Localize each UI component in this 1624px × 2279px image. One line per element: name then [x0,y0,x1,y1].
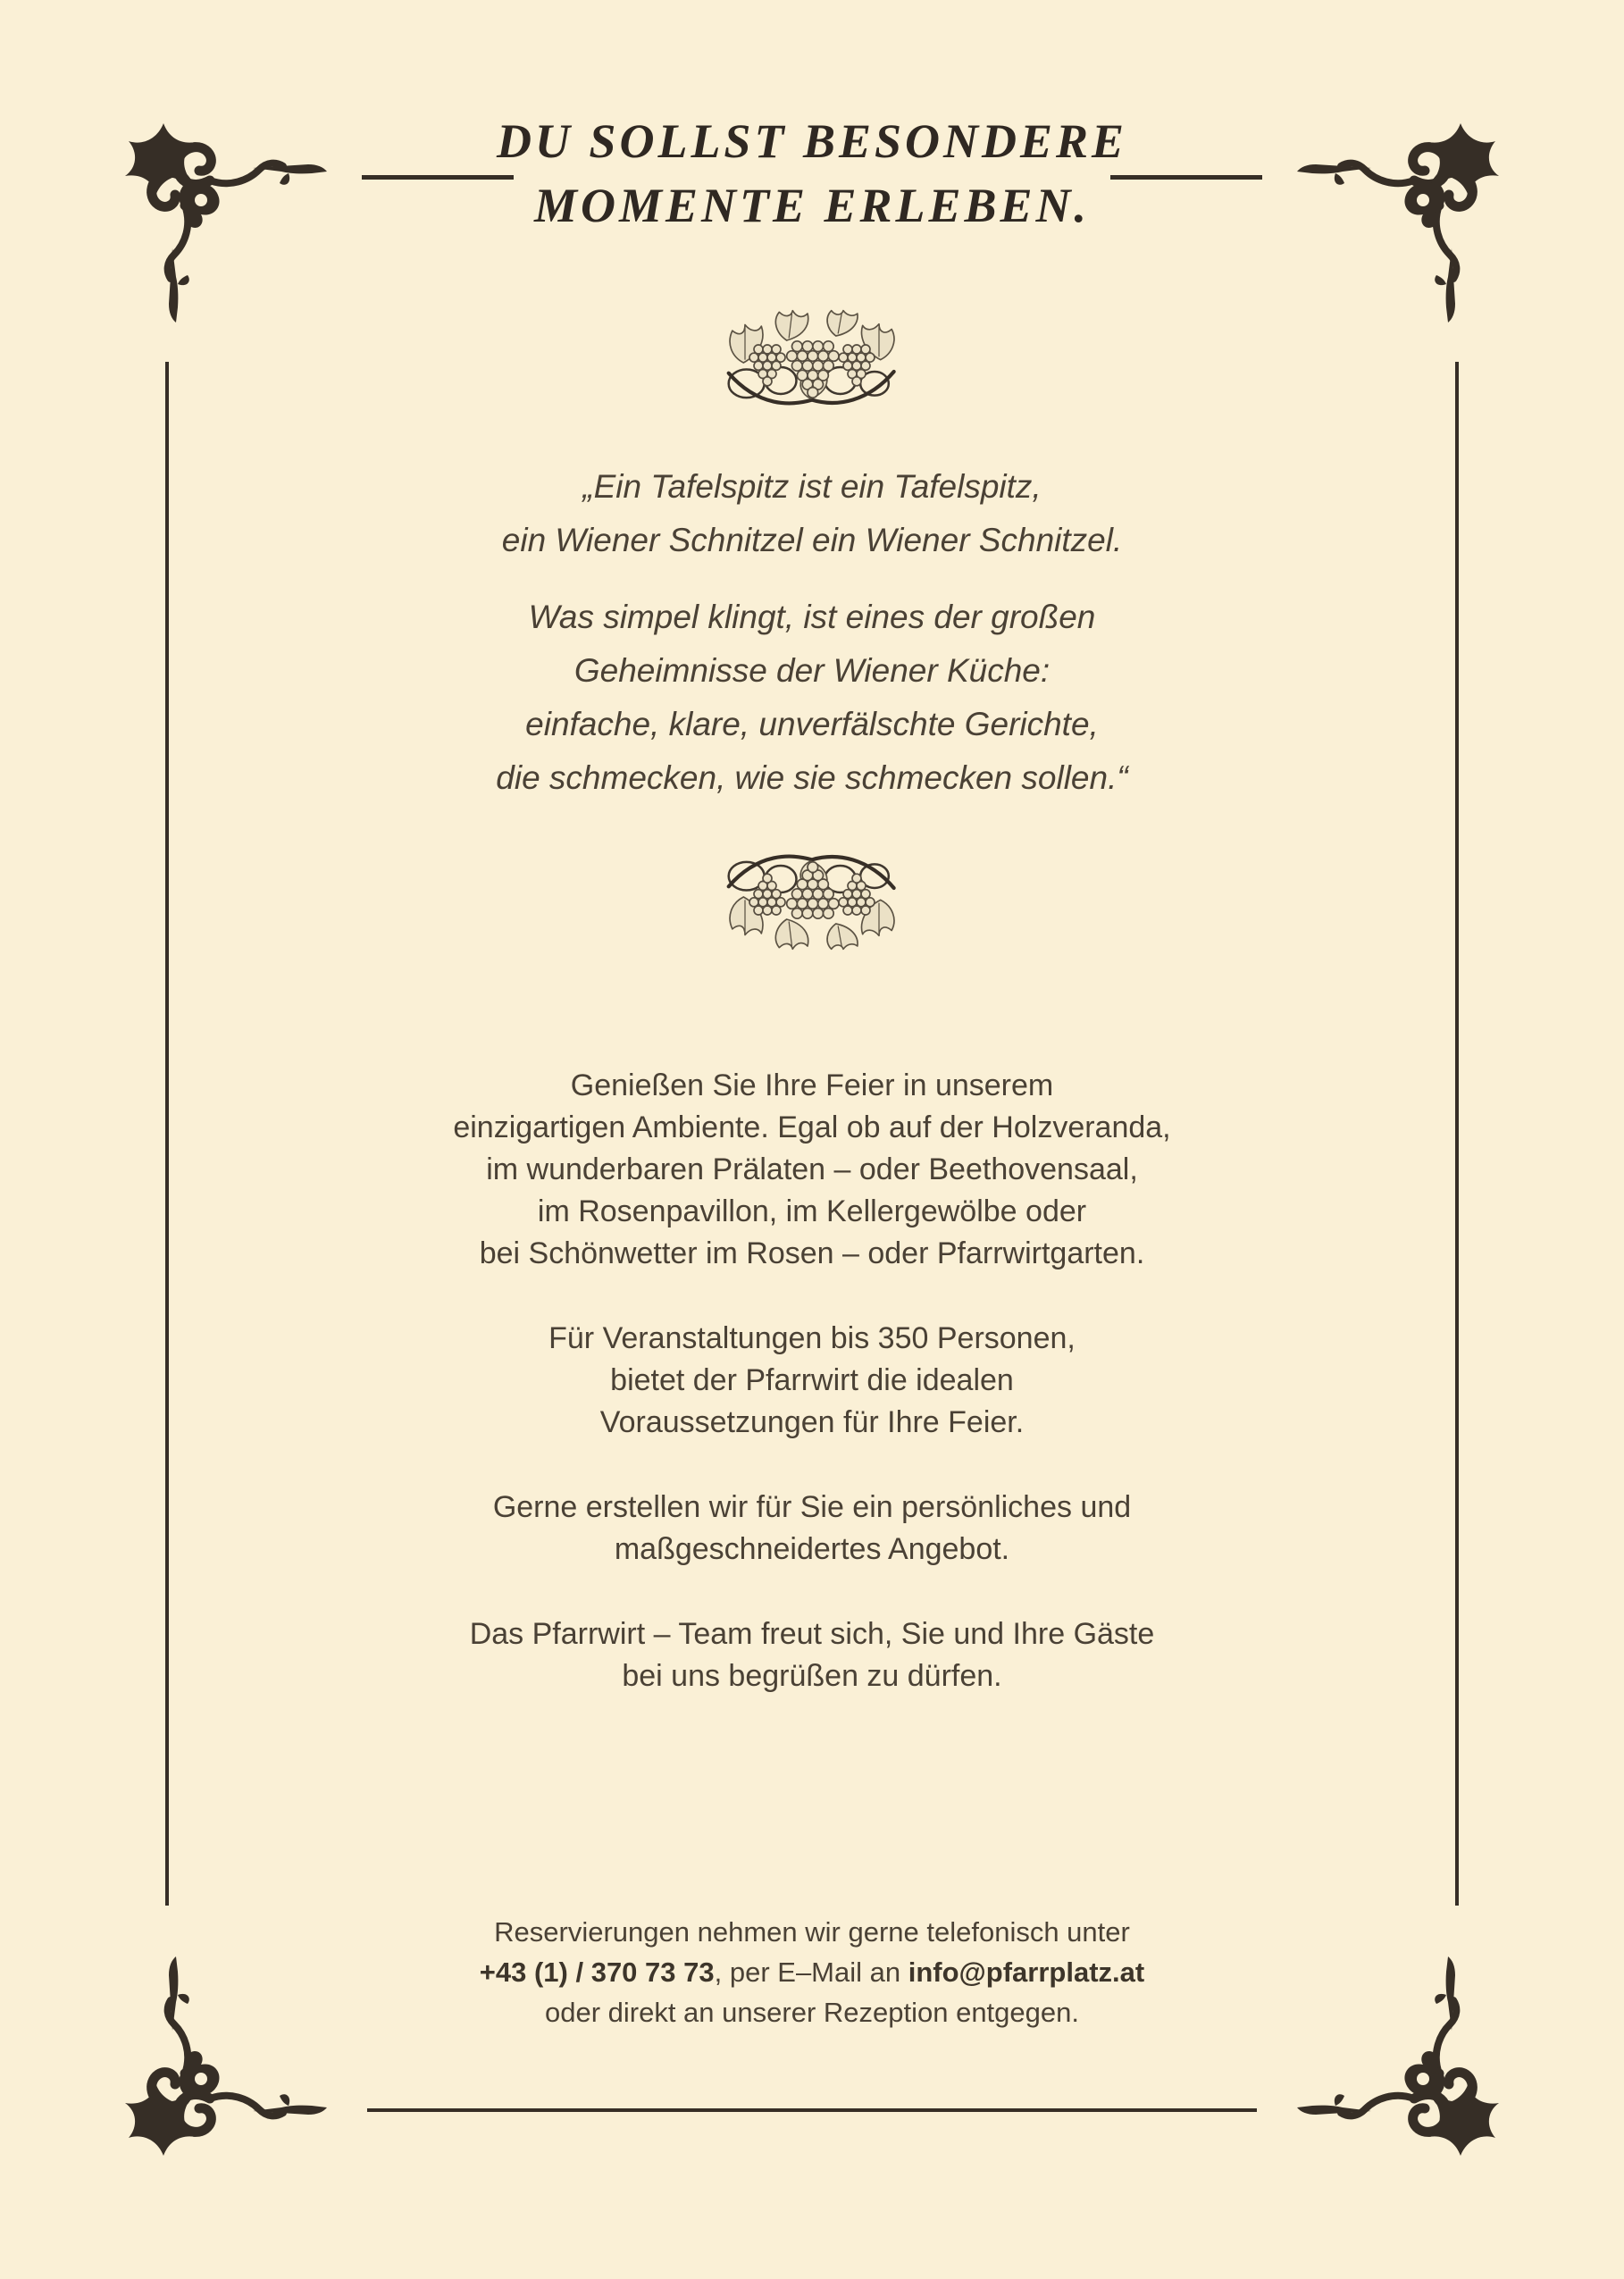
quote-paragraph-2 [0,591,1624,805]
quote-line: einfache, klare, unverfälschte Gerichte, [525,706,1099,742]
email-address: info@pfarrplatz.at [908,1956,1145,1988]
quote-paragraph-1 [0,460,1624,567]
contact-line-1: Reservierungen nehmen wir gerne telefonisch unter [494,1916,1130,1948]
body-line: Genießen Sie Ihre Feier in unserem [570,1068,1054,1102]
contact-line-2 [0,1952,1624,1992]
grapevine-ornament-bottom-icon [723,843,901,951]
quote-line: Geheimnisse der Wiener Küche: [573,652,1051,689]
body-line: Voraussetzungen für Ihre Feier. [599,1405,1025,1439]
contact-line-2-mid: , per E–Mail an [714,1956,908,1988]
body-line: im wunderbaren Prälaten – oder Beethovensaal, [486,1152,1138,1186]
body-line: im Rosenpavillon, im Kellergewölbe oder [537,1194,1087,1228]
body-paragraph-4 [0,1613,1624,1697]
body-paragraph-1 [0,1065,1624,1275]
title-line-2: MOMENTE ERLEBEN. [533,179,1091,232]
contact-line-3: oder direkt an unserer Rezeption entgegen. [544,1997,1079,2028]
quote-line: ein Wiener Schnitzel ein Wiener Schnitzel. [501,522,1123,558]
quote-block [0,460,1624,828]
grapevine-ornament-top-icon [723,309,901,416]
body-line: maßgeschneidertes Angebot. [614,1532,1010,1566]
body-line: Für Veranstaltungen bis 350 Personen, [548,1321,1076,1355]
bottom-rule [367,2108,1257,2112]
quote-line: „Ein Tafelspitz ist ein Tafelspitz, [582,468,1042,505]
contact-block [0,1912,1624,2032]
body-line: einzigartigen Ambiente. Egal ob auf der Holzveranda, [453,1110,1171,1144]
quote-line: die schmecken, wie sie schmecken sollen.“ [496,759,1128,796]
body-section [0,1065,1624,1740]
page-title [0,109,1624,238]
phone-number: +43 (1) / 370 73 73 [479,1956,715,1988]
quote-line: Was simpel klingt, ist eines der großen [528,599,1096,635]
title-line-1: DU SOLLST BESONDERE [496,114,1128,168]
body-line: bei Schönwetter im Rosen – oder Pfarrwirtgarten. [479,1236,1145,1270]
body-line: Gerne erstellen wir für Sie ein persönliches und [492,1490,1132,1524]
body-line: Das Pfarrwirt – Team freut sich, Sie und Ihre Gäste [469,1617,1155,1651]
body-line: bei uns begrüßen zu dürfen. [622,1659,1002,1693]
body-paragraph-2 [0,1318,1624,1444]
body-line: bietet der Pfarrwirt die idealen [610,1363,1014,1397]
body-paragraph-3 [0,1487,1624,1571]
